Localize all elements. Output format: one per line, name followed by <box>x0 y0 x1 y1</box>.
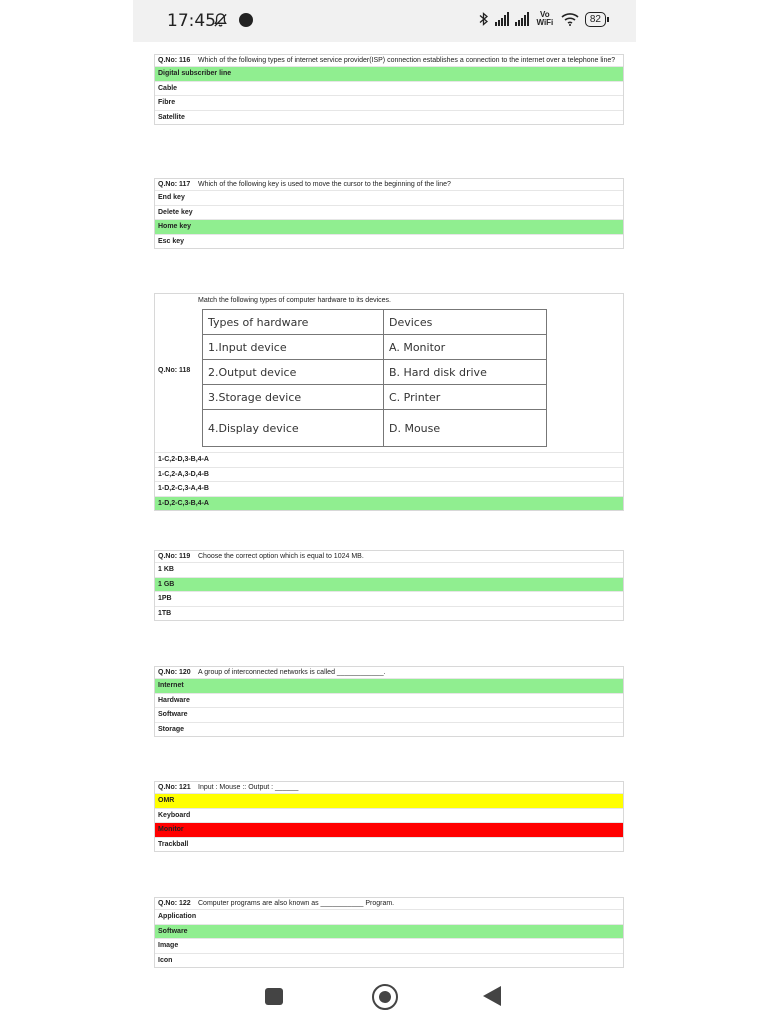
phone-screen <box>133 0 636 1024</box>
option-row[interactable]: Esc key <box>158 237 185 245</box>
table-row <box>203 385 547 410</box>
option-row[interactable]: Software <box>155 925 623 940</box>
question-number: Q.No: 118 <box>158 367 191 374</box>
question-header <box>155 782 623 794</box>
table-row <box>203 360 547 385</box>
signal-icon <box>515 12 529 26</box>
question-header <box>155 294 623 453</box>
option-row[interactable]: 1TB <box>158 609 172 617</box>
status-time: 17:45 <box>167 11 216 31</box>
table-cell: 4.Display device <box>203 410 384 447</box>
status-bar <box>133 0 636 42</box>
option-row[interactable]: Application <box>155 910 623 925</box>
option-row[interactable]: Internet <box>155 679 623 694</box>
option-row[interactable]: 1 GB <box>155 578 623 593</box>
option-row[interactable]: Icon <box>158 956 173 964</box>
bell-off-icon <box>213 12 228 28</box>
question-number: Q.No: 116 <box>158 57 191 64</box>
home-icon[interactable] <box>372 984 398 1010</box>
table-cell: C. Printer <box>384 385 547 410</box>
question-header <box>155 55 623 67</box>
question-header <box>155 898 623 910</box>
question-text: Match the following types of computer hardware to its devices. <box>198 297 391 304</box>
question-header <box>155 179 623 191</box>
option-row[interactable]: Trackball <box>158 840 189 848</box>
option-row[interactable]: Image <box>155 939 623 954</box>
navigation-bar <box>133 972 636 1024</box>
option-row[interactable]: 1 KB <box>155 563 623 578</box>
option-row[interactable]: 1-C,2-D,3-B,4-A <box>155 453 623 468</box>
question-text: Which of the following types of internet service provider(ISP) connection establishes a connection to the internet over a telephone line? <box>198 57 616 64</box>
bluetooth-icon <box>479 12 489 26</box>
question-block <box>154 666 624 737</box>
option-row[interactable]: Keyboard <box>155 809 623 824</box>
question-number: Q.No: 119 <box>158 553 191 560</box>
back-icon[interactable] <box>483 986 501 1006</box>
question-text: Choose the correct option which is equal to 1024 MB. <box>198 553 364 560</box>
signal-icon <box>495 12 509 26</box>
table-row <box>203 335 547 360</box>
match-table <box>202 309 547 447</box>
option-row[interactable]: Monitor <box>155 823 623 838</box>
option-row[interactable]: Software <box>155 708 623 723</box>
question-block <box>154 781 624 852</box>
option-row[interactable]: Satellite <box>158 113 185 121</box>
battery-icon: 82 <box>585 12 606 27</box>
option-row[interactable]: 1PB <box>155 592 623 607</box>
option-row[interactable]: Delete key <box>155 206 623 221</box>
question-block <box>154 897 624 968</box>
question-text: A group of interconnected networks is called ____________. <box>198 669 386 676</box>
question-number: Q.No: 122 <box>158 900 191 907</box>
option-row[interactable]: Home key <box>155 220 623 235</box>
question-block <box>154 550 624 621</box>
table-cell: 3.Storage device <box>203 385 384 410</box>
question-text: Which of the following key is used to move the cursor to the beginning of the line? <box>198 181 451 188</box>
match-table-header <box>203 310 547 335</box>
option-row[interactable]: Cable <box>155 82 623 97</box>
question-block <box>154 293 624 511</box>
option-row[interactable]: End key <box>155 191 623 206</box>
question-header <box>155 667 623 679</box>
question-block <box>154 54 624 125</box>
question-number: Q.No: 121 <box>158 784 191 791</box>
option-row[interactable]: 1-D,2-C,3-A,4-B <box>155 482 623 497</box>
table-cell: A. Monitor <box>384 335 547 360</box>
option-row[interactable]: 1-D,2-C,3-B,4-A <box>155 497 623 511</box>
option-row[interactable]: Hardware <box>155 694 623 709</box>
question-header <box>155 551 623 563</box>
table-header-cell: Types of hardware <box>203 310 384 335</box>
table-cell: 1.Input device <box>203 335 384 360</box>
option-row[interactable]: 1-C,2-A,3-D,4-B <box>155 468 623 483</box>
question-number: Q.No: 117 <box>158 181 191 188</box>
question-text: Computer programs are also known as ___________ Program. <box>198 900 395 907</box>
table-cell: 2.Output device <box>203 360 384 385</box>
option-row[interactable]: Fibre <box>155 96 623 111</box>
table-row <box>203 410 547 447</box>
recent-apps-icon[interactable] <box>265 988 283 1005</box>
table-cell: B. Hard disk drive <box>384 360 547 385</box>
message-icon <box>239 13 253 27</box>
question-text: Input : Mouse :: Output : ______ <box>198 784 299 791</box>
table-cell: D. Mouse <box>384 410 547 447</box>
option-row[interactable]: Digital subscriber line <box>155 67 623 82</box>
question-block <box>154 178 624 249</box>
wifi-icon <box>561 12 579 26</box>
question-number: Q.No: 120 <box>158 669 191 676</box>
option-row[interactable]: OMR <box>155 794 623 809</box>
option-row[interactable]: Storage <box>158 725 185 733</box>
vowifi-label: Vo WiFi <box>536 10 554 27</box>
table-header-cell: Devices <box>384 310 547 335</box>
